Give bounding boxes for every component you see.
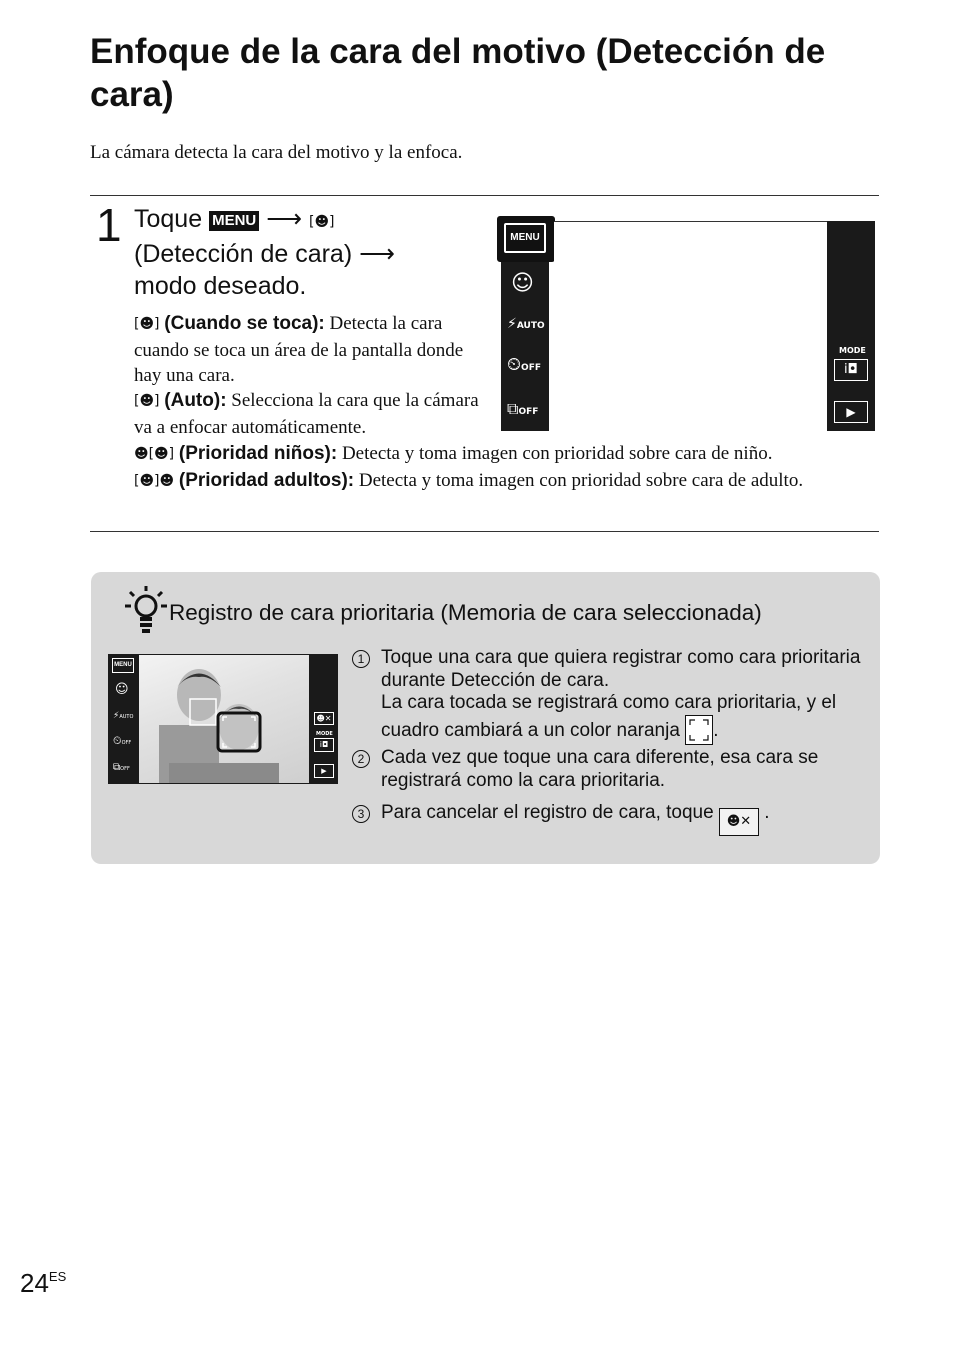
menu-icon: MENU [209, 211, 259, 231]
burst-label: OFF [518, 407, 539, 417]
camera-screen [501, 221, 875, 431]
step-heading-mid: (Detección de cara) [134, 240, 353, 268]
camera-viewfinder[interactable] [554, 221, 827, 432]
arrow-icon: ⟶ [266, 205, 303, 233]
step-number: 1 [96, 199, 122, 251]
burst-label: OFF [120, 766, 130, 772]
arrow-icon: ⟶ [359, 240, 395, 268]
child-priority-icon: ☻[☻] [134, 446, 175, 462]
flash-icon[interactable]: ⚡AUTO [113, 711, 134, 721]
smile-icon[interactable]: ☺ [511, 271, 534, 296]
page-number-value: 24 [20, 1268, 49, 1298]
lightbulb-icon [124, 584, 168, 636]
tip-step-text: Cada vez que toque una cara diferente, esa cara se registrará como la cara prioritaria. [381, 747, 819, 791]
step-circle: 3 [352, 805, 370, 823]
option-text: Detecta la cara cuando se toca un área de la pantalla donde hay una cara. [134, 313, 464, 386]
camera-menu-button[interactable] [497, 216, 555, 262]
mode-label: MODE [316, 731, 333, 737]
sample-photo [139, 655, 309, 783]
face-touch-icon: [☻] [134, 316, 160, 332]
option-child [134, 441, 879, 468]
cancel-face-memory-icon[interactable]: ☻✕ [314, 712, 334, 725]
tip-step-text: La cara tocada se registrará como cara prioritaria, y el cuadro cambiará a un color naranja [381, 692, 837, 741]
tip-step-1: 1 Toque una cara que quiera registrar como cara prioritaria durante Detección de cara. La cara tocada se registrará como cara prioritaria, y el cuadro cambiará a un color naranja . [352, 647, 872, 752]
option-text: Selecciona la cara que la cámara va a enfocar automáticamente. [134, 390, 479, 438]
page-number-suffix: ES [48, 1269, 67, 1284]
bottom-rule [90, 531, 879, 532]
intelligent-auto-icon[interactable]: i◘ [314, 738, 334, 752]
self-timer-label: OFF [121, 740, 132, 746]
face-memory-screen [108, 654, 338, 784]
tip-step-3: 3 Para cancelar el registro de cara, toque ☻✕ . [352, 802, 872, 834]
mode-label: MODE [839, 346, 866, 355]
playback-icon[interactable]: ▶ [314, 764, 334, 778]
burst-icon[interactable]: ⧉OFF [113, 762, 130, 773]
option-text: Detecta y toma imagen con prioridad sobre cara de niño. [341, 443, 773, 464]
intelligent-auto-icon[interactable]: i◘ [834, 359, 868, 381]
option-label: (Prioridad adultos): [178, 470, 355, 491]
flash-label: AUTO [119, 714, 134, 720]
menu-icon[interactable]: MENU [112, 658, 134, 673]
self-timer-label: OFF [521, 363, 541, 373]
step-circle: 2 [352, 750, 370, 768]
page-number [20, 1268, 66, 1299]
face-detection-auto-icon: [☻] [309, 214, 335, 230]
option-touch [134, 311, 464, 389]
tip-step-text: Toque una cara que quiera registrar como cara prioritaria durante Detección de cara. [381, 647, 861, 691]
step-heading-prefix: Toque [134, 205, 203, 233]
camera-menu-label: MENU [504, 223, 546, 253]
face-auto-icon: [☻] [134, 393, 160, 409]
tip-step-2 [352, 747, 872, 797]
self-timer-icon[interactable]: ⏲OFF [507, 354, 541, 375]
playback-icon[interactable]: ▶ [834, 401, 868, 423]
burst-icon[interactable]: ⧉OFF [507, 399, 539, 418]
top-rule [90, 195, 879, 196]
self-timer-icon[interactable]: ⏲OFF [113, 734, 132, 747]
page-title: Enfoque de la cara del motivo (Detección de cara) [90, 32, 826, 114]
tip-step-text: Para cancelar el registro de cara, toque [381, 802, 714, 823]
option-text: Detecta y toma imagen con prioridad sobre cara de adulto. [358, 470, 804, 491]
intro-text: La cámara detecta la cara del motivo y la enfoca. [90, 142, 463, 163]
step-heading-end: modo deseado. [134, 272, 307, 300]
camera-right-bar [827, 221, 875, 431]
step-heading [134, 203, 474, 302]
flash-icon[interactable]: ⚡AUTO [507, 316, 545, 332]
option-adult [134, 468, 874, 495]
option-label: (Auto): [164, 390, 227, 411]
tip-title: Registro de cara prioritaria (Memoria de cara seleccionada) [169, 600, 762, 625]
flash-label: AUTO [516, 321, 545, 331]
orange-frame-icon [685, 715, 713, 745]
option-label: (Prioridad niños): [178, 443, 338, 464]
people-photo-illustration [139, 655, 309, 783]
smile-icon[interactable]: ☺ [115, 682, 129, 697]
camera-left-bar [501, 221, 549, 431]
option-label: (Cuando se toca): [164, 313, 325, 334]
adult-priority-icon: [☻]☻ [134, 473, 175, 489]
step-circle: 1 [352, 650, 370, 668]
option-auto [134, 388, 479, 440]
cancel-face-memory-icon: ☻✕ [719, 808, 759, 836]
